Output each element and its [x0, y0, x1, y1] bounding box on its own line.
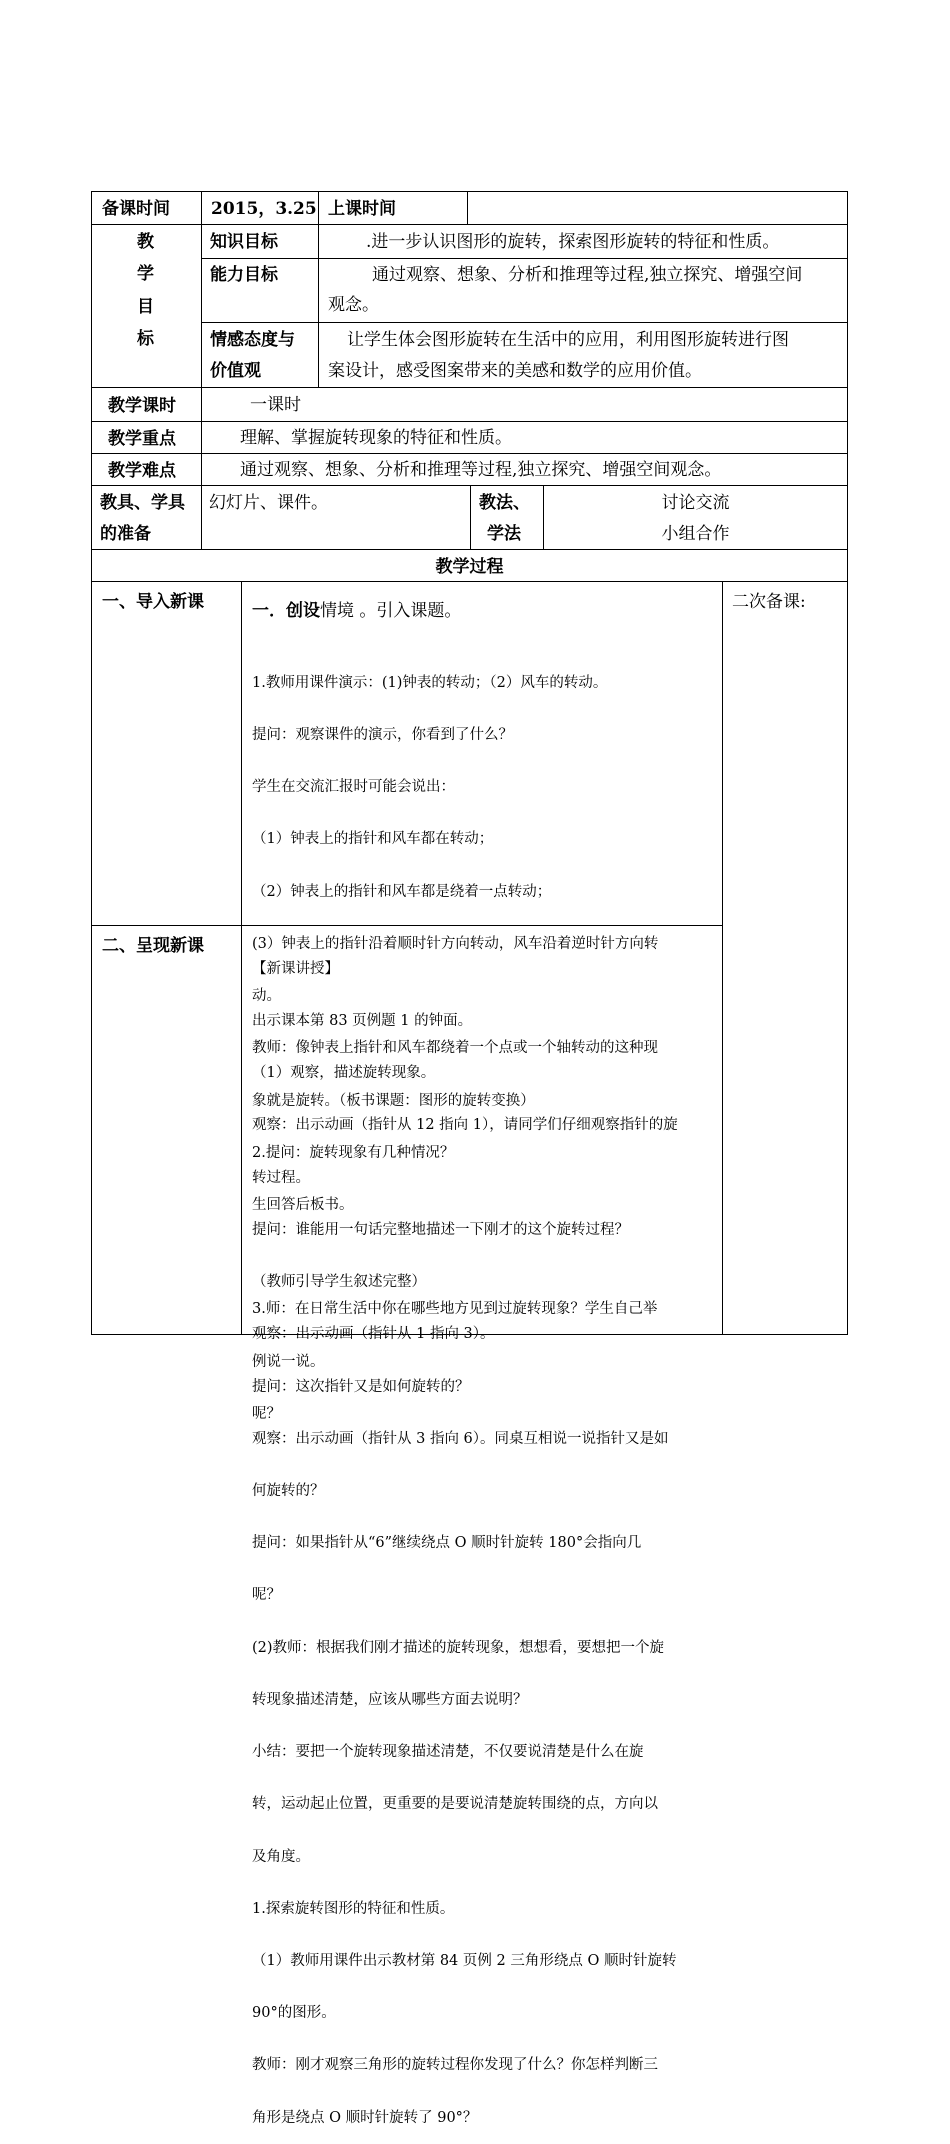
body-line: 例说一说。	[252, 1353, 325, 1370]
body-line: 【新课讲授】	[252, 960, 339, 977]
body-line: 观察：出示动画（指针从 12 指向 1），请同学们仔细观察指针的旋	[252, 1117, 678, 1134]
section-new-lesson-label: 二、呈现新课	[102, 936, 204, 956]
row-divider	[91, 387, 848, 388]
body-line: 呢？	[252, 1405, 281, 1422]
section-new-lesson-body	[252, 926, 678, 2144]
class-hours-value: 一课时	[250, 395, 301, 415]
column-divider	[318, 191, 319, 388]
column-divider	[470, 485, 471, 550]
emotion-goal-label: 价值观	[210, 361, 261, 381]
body-line: 教师：像钟表上指针和风车都绕着一个点或一个轴转动的这种现	[252, 1040, 658, 1057]
body-line: 转过程。	[252, 1169, 310, 1186]
body-line: 2.提问：旋转现象有几种情况？	[252, 1144, 455, 1161]
key-point-value: 理解、掌握旋转现象的特征和性质。	[240, 428, 512, 448]
body-line: (3）钟表上的指针沿着顺时针方向转动，风车沿着逆时针方向转	[252, 935, 659, 952]
body-line: 呢？	[252, 1587, 281, 1604]
ability-goal-text: 通过观察、想象、分析和推理等过程,独立探究、增强空间	[372, 265, 803, 285]
column-divider	[241, 581, 242, 1335]
body-line: 及角度。	[252, 1848, 310, 1865]
knowledge-goal-text: .进一步认识图形的旋转，探索图形旋转的特征和性质。	[366, 232, 780, 252]
row-divider	[91, 581, 848, 582]
goals-label-char: 教	[137, 232, 154, 252]
body-line: 1.探索旋转图形的特征和性质。	[252, 1900, 455, 1917]
heading-bold: 一．创设	[252, 601, 320, 621]
table-border-top	[91, 191, 848, 192]
row-divider	[201, 258, 848, 259]
class-time-label: 上课时间	[328, 199, 396, 219]
tools-label: 教具、学具	[100, 493, 185, 513]
body-line: (2)教师：根据我们刚才描述的旋转现象，想想看，要想把一个旋	[252, 1639, 665, 1656]
second-prep-label: 二次备课:	[732, 592, 806, 612]
goals-label-char: 目	[137, 297, 154, 317]
body-line: 转现象描述清楚，应该从哪些方面去说明？	[252, 1691, 528, 1708]
body-line: （2）钟表上的指针和风车都是绕着一点转动；	[252, 883, 552, 900]
process-title: 教学过程	[435, 557, 504, 577]
body-line: 象就是旋转。（板书课题：图形的旋转变换）	[252, 1092, 535, 1109]
body-line: 提问：谁能用一句话完整地描述一下刚才的这个旋转过程？	[252, 1221, 629, 1238]
ability-goal-text: 观念。	[328, 295, 379, 315]
body-line: 提问：如果指针从“6”继续绕点 O 顺时针旋转 180°会指向几	[252, 1535, 642, 1552]
key-point-label: 教学重点	[108, 429, 176, 449]
body-line: （1）钟表上的指针和风车都在转动；	[252, 831, 494, 848]
goals-label-char: 学	[137, 264, 154, 284]
knowledge-goal-label: 知识目标	[210, 232, 278, 252]
body-line: 何旋转的？	[252, 1483, 325, 1499]
body-line: （1）教师用课件出示教材第 84 页例 2 三角形绕点 O 顺时针旋转	[252, 1952, 677, 1969]
body-line: 生回答后板书。	[252, 1197, 354, 1213]
emotion-goal-text: 案设计，感受图案带来的美感和数学的应用价值。	[328, 361, 702, 381]
difficulty-label: 教学难点	[108, 461, 176, 481]
body-line: （1）观察，描述旋转现象。	[252, 1065, 436, 1082]
tools-value: 幻灯片、课件。	[209, 493, 328, 513]
ability-goal-label: 能力目标	[210, 265, 278, 285]
prep-time-label: 备课时间	[102, 199, 170, 219]
body-line: 角形是绕点 O 顺时针旋转了 90°？	[252, 2109, 478, 2126]
body-line: 小结：要把一个旋转现象描述清楚，不仅要说清楚是什么在旋	[252, 1744, 644, 1761]
column-divider	[722, 581, 723, 1335]
body-line: 教师：刚才观察三角形的旋转过程你发现了什么？你怎样判断三	[252, 2057, 658, 2074]
table-border-left	[91, 191, 92, 1335]
body-line: 3.师：在日常生活中你在哪些地方见到过旋转现象？学生自己举	[252, 1301, 658, 1318]
column-divider	[467, 191, 468, 225]
table-border-right	[847, 191, 848, 1335]
body-line: 出示课本第 83 页例题 1 的钟面。	[252, 1013, 473, 1030]
difficulty-value: 通过观察、想象、分析和推理等过程,独立探究、增强空间观念。	[240, 460, 722, 480]
section-intro-label: 一、导入新课	[102, 592, 204, 612]
row-divider	[91, 453, 848, 454]
heading-rest: 情境 。引入课题。	[320, 601, 462, 621]
body-line: 转，运动起止位置，更重要的是要说清楚旋转围绕的点，方向以	[252, 1796, 658, 1813]
row-divider	[201, 322, 848, 323]
body-line: 提问：观察课件的演示，你看到了什么？	[252, 727, 513, 744]
emotion-goal-label: 情感态度与	[210, 330, 295, 350]
method-value: 讨论交流	[661, 493, 730, 513]
method-label: 教法、	[479, 493, 530, 513]
row-divider	[91, 421, 848, 422]
tools-label: 的准备	[100, 524, 151, 544]
row-divider	[91, 224, 848, 225]
class-hours-label: 教学课时	[108, 396, 176, 416]
body-line: 观察：出示动画（指针从 3 指向 6）。同桌互相说一说指针又是如	[252, 1430, 669, 1447]
method-label: 学法	[487, 524, 521, 544]
body-line: 学生在交流汇报时可能会说出：	[252, 779, 455, 796]
body-line: 观察：出示动画（指针从 1 指向 3）。	[252, 1326, 495, 1343]
column-divider	[201, 191, 202, 550]
goals-label-char: 标	[137, 329, 154, 349]
method-value: 小组合作	[661, 524, 730, 544]
body-line: 90°的图形。	[252, 2005, 336, 2022]
body-line: （教师引导学生叙述完整）	[252, 1274, 426, 1291]
prep-time-value: 2015，3.25	[211, 199, 317, 219]
body-line: 1.教师用课件演示：(1)钟表的转动；（2）风车的转动。	[252, 674, 608, 691]
emotion-goal-text: 让学生体会图形旋转在生活中的应用，利用图形旋转进行图	[347, 330, 789, 350]
body-line: 提问：这次指针又是如何旋转的？	[252, 1378, 470, 1395]
body-line: 动。	[252, 988, 281, 1005]
section-intro-heading	[252, 600, 461, 622]
